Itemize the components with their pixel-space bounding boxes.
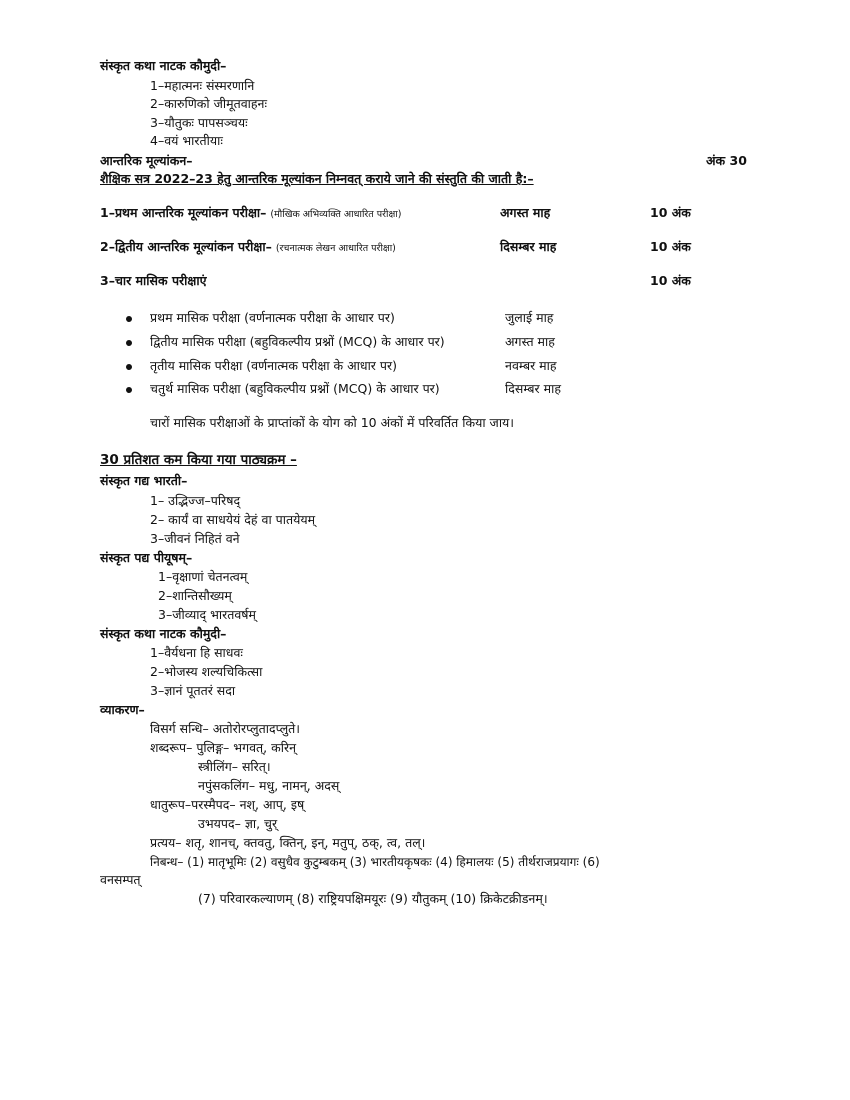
exam-row — [100, 239, 396, 257]
section-heading: संस्कृत कथा नाटक कौमुदी– — [100, 58, 227, 73]
exam-note: (मौखिक अभिव्यक्ति आधारित परीक्षा) — [270, 209, 402, 220]
list-item: 3–ज्ञानं पूततरं सदा — [150, 683, 236, 698]
list-item: 1–महात्मनः संस्मरणानि — [150, 78, 255, 93]
exam-marks: 10 अंक — [650, 239, 691, 254]
list-item: 1– उद्भिज्ज–परिषद् — [150, 493, 241, 508]
list-item: 3–जीवनं निहितं वने — [150, 531, 240, 546]
exam-title: 3–चार मासिक परीक्षाएं — [100, 273, 207, 288]
exam-marks: 10 अंक — [650, 273, 691, 288]
bullet-icon — [126, 364, 132, 370]
monthly-exam-month: अगस्त माह — [505, 334, 555, 349]
conversion-note: चारों मासिक परीक्षाओं के प्राप्तांकों के योग को 10 अंकों में परिवर्तित किया जाय। — [150, 415, 515, 430]
exam-title: 1–प्रथम आन्तरिक मूल्यांकन परीक्षा– — [100, 205, 267, 220]
monthly-exam-text: चतुर्थ मासिक परीक्षा (बहुविकल्पीय प्रश्नों (MCQ) के आधार पर) — [150, 381, 440, 396]
exam-month: दिसम्बर माह — [500, 239, 557, 254]
list-item: 2– कार्यं वा साधयेयं देहं वा पातयेयम् — [150, 512, 316, 527]
list-item: 4–वयं भारतीयाः — [150, 133, 223, 148]
monthly-exam-text: द्वितीय मासिक परीक्षा (बहुविकल्पीय प्रश्नों (MCQ) के आधार पर) — [150, 334, 445, 349]
list-item: 2–भोजस्य शल्यचिकित्सा — [150, 664, 263, 679]
recommendation-text: शैक्षिक सत्र 2022–23 हेतु आन्तरिक मूल्यांकन निम्नवत् कराये जाने की संस्तुति की जाती है:– — [100, 171, 534, 186]
exam-row — [100, 205, 401, 223]
list-item: 3–जीव्याद् भारतवर्षम् — [158, 607, 257, 622]
monthly-exam-month: नवम्बर माह — [505, 358, 557, 373]
list-item: 3–यौतुकः पापसञ्चयः — [150, 115, 248, 130]
monthly-exam-text: तृतीय मासिक परीक्षा (वर्णनात्मक परीक्षा के आधार पर) — [150, 358, 397, 373]
reduced-syllabus-heading: 30 प्रतिशत कम किया गया पाठ्यक्रम – — [100, 452, 297, 468]
dhaturoop-line: धातुरूप–परस्मैपद– नश्, आप्, इष् — [150, 797, 305, 812]
shabdaroop-line: शब्दरूप– पुलिङ्ग– भगवत्, करिन् — [150, 740, 297, 755]
exam-month: अगस्त माह — [500, 205, 551, 220]
shabdaroop-line: नपुंसकलिंग– मधु, नामन्, अदस् — [198, 778, 340, 793]
katha-heading: संस्कृत कथा नाटक कौमुदी– — [100, 626, 227, 641]
gadya-heading: संस्कृत गद्य भारती– — [100, 473, 188, 488]
list-item: 1–वैर्यधना हि साधवः — [150, 645, 243, 660]
monthly-exam-month: जुलाई माह — [505, 310, 554, 325]
monthly-exam-text: प्रथम मासिक परीक्षा (वर्णनात्मक परीक्षा के आधार पर) — [150, 310, 395, 325]
exam-title: 2–द्वितीय आन्तरिक मूल्यांकन परीक्षा– — [100, 239, 272, 254]
nibandh-line: (7) परिवारकल्याणम् (8) राष्ट्रियपक्षिमयूरः (9) यौतुकम् (10) क्रिकेटक्रीडनम्। — [198, 891, 548, 906]
bullet-icon — [126, 340, 132, 346]
dhaturoop-line: उभयपद– ज्ञा, चुर् — [198, 816, 278, 831]
list-item: 1–वृक्षाणां चेतनत्वम् — [158, 569, 248, 584]
internal-heading: आन्तरिक मूल्यांकन– — [100, 153, 193, 168]
internal-marks: अंक 30 — [706, 153, 747, 168]
shabdaroop-line: स्त्रीलिंग– सरित्। — [198, 759, 271, 774]
padya-heading: संस्कृत पद्य पीयूषम्– — [100, 550, 193, 565]
exam-note: (रचनात्मक लेखन आधारित परीक्षा) — [275, 243, 396, 254]
monthly-exam-month: दिसम्बर माह — [505, 381, 561, 396]
vyakaran-heading: व्याकरण– — [100, 702, 145, 717]
nibandh-line: निबन्ध– (1) मातृभूमिः (2) वसुधैव कुटुम्बकम् (3) भारतीयकृषकः (4) हिमालयः (5) तीर्थराजप्रयागः (6) — [150, 855, 600, 869]
list-item: 2–कारुणिको जीमूतवाहनः — [150, 96, 268, 111]
sandhi-line: विसर्ग सन्धि– अतोरोरप्लुतादप्लुते। — [150, 721, 301, 736]
nibandh-line: वनसम्पत् — [100, 872, 141, 887]
exam-marks: 10 अंक — [650, 205, 691, 220]
bullet-icon — [126, 316, 132, 322]
pratyay-line: प्रत्यय– शतृ, शानच्, क्तवतु, क्तिन्, इन्, मतुप्, ठक्, त्व, तल्। — [150, 835, 426, 850]
bullet-icon — [126, 387, 132, 393]
list-item: 2–शान्तिसौख्यम् — [158, 588, 232, 603]
